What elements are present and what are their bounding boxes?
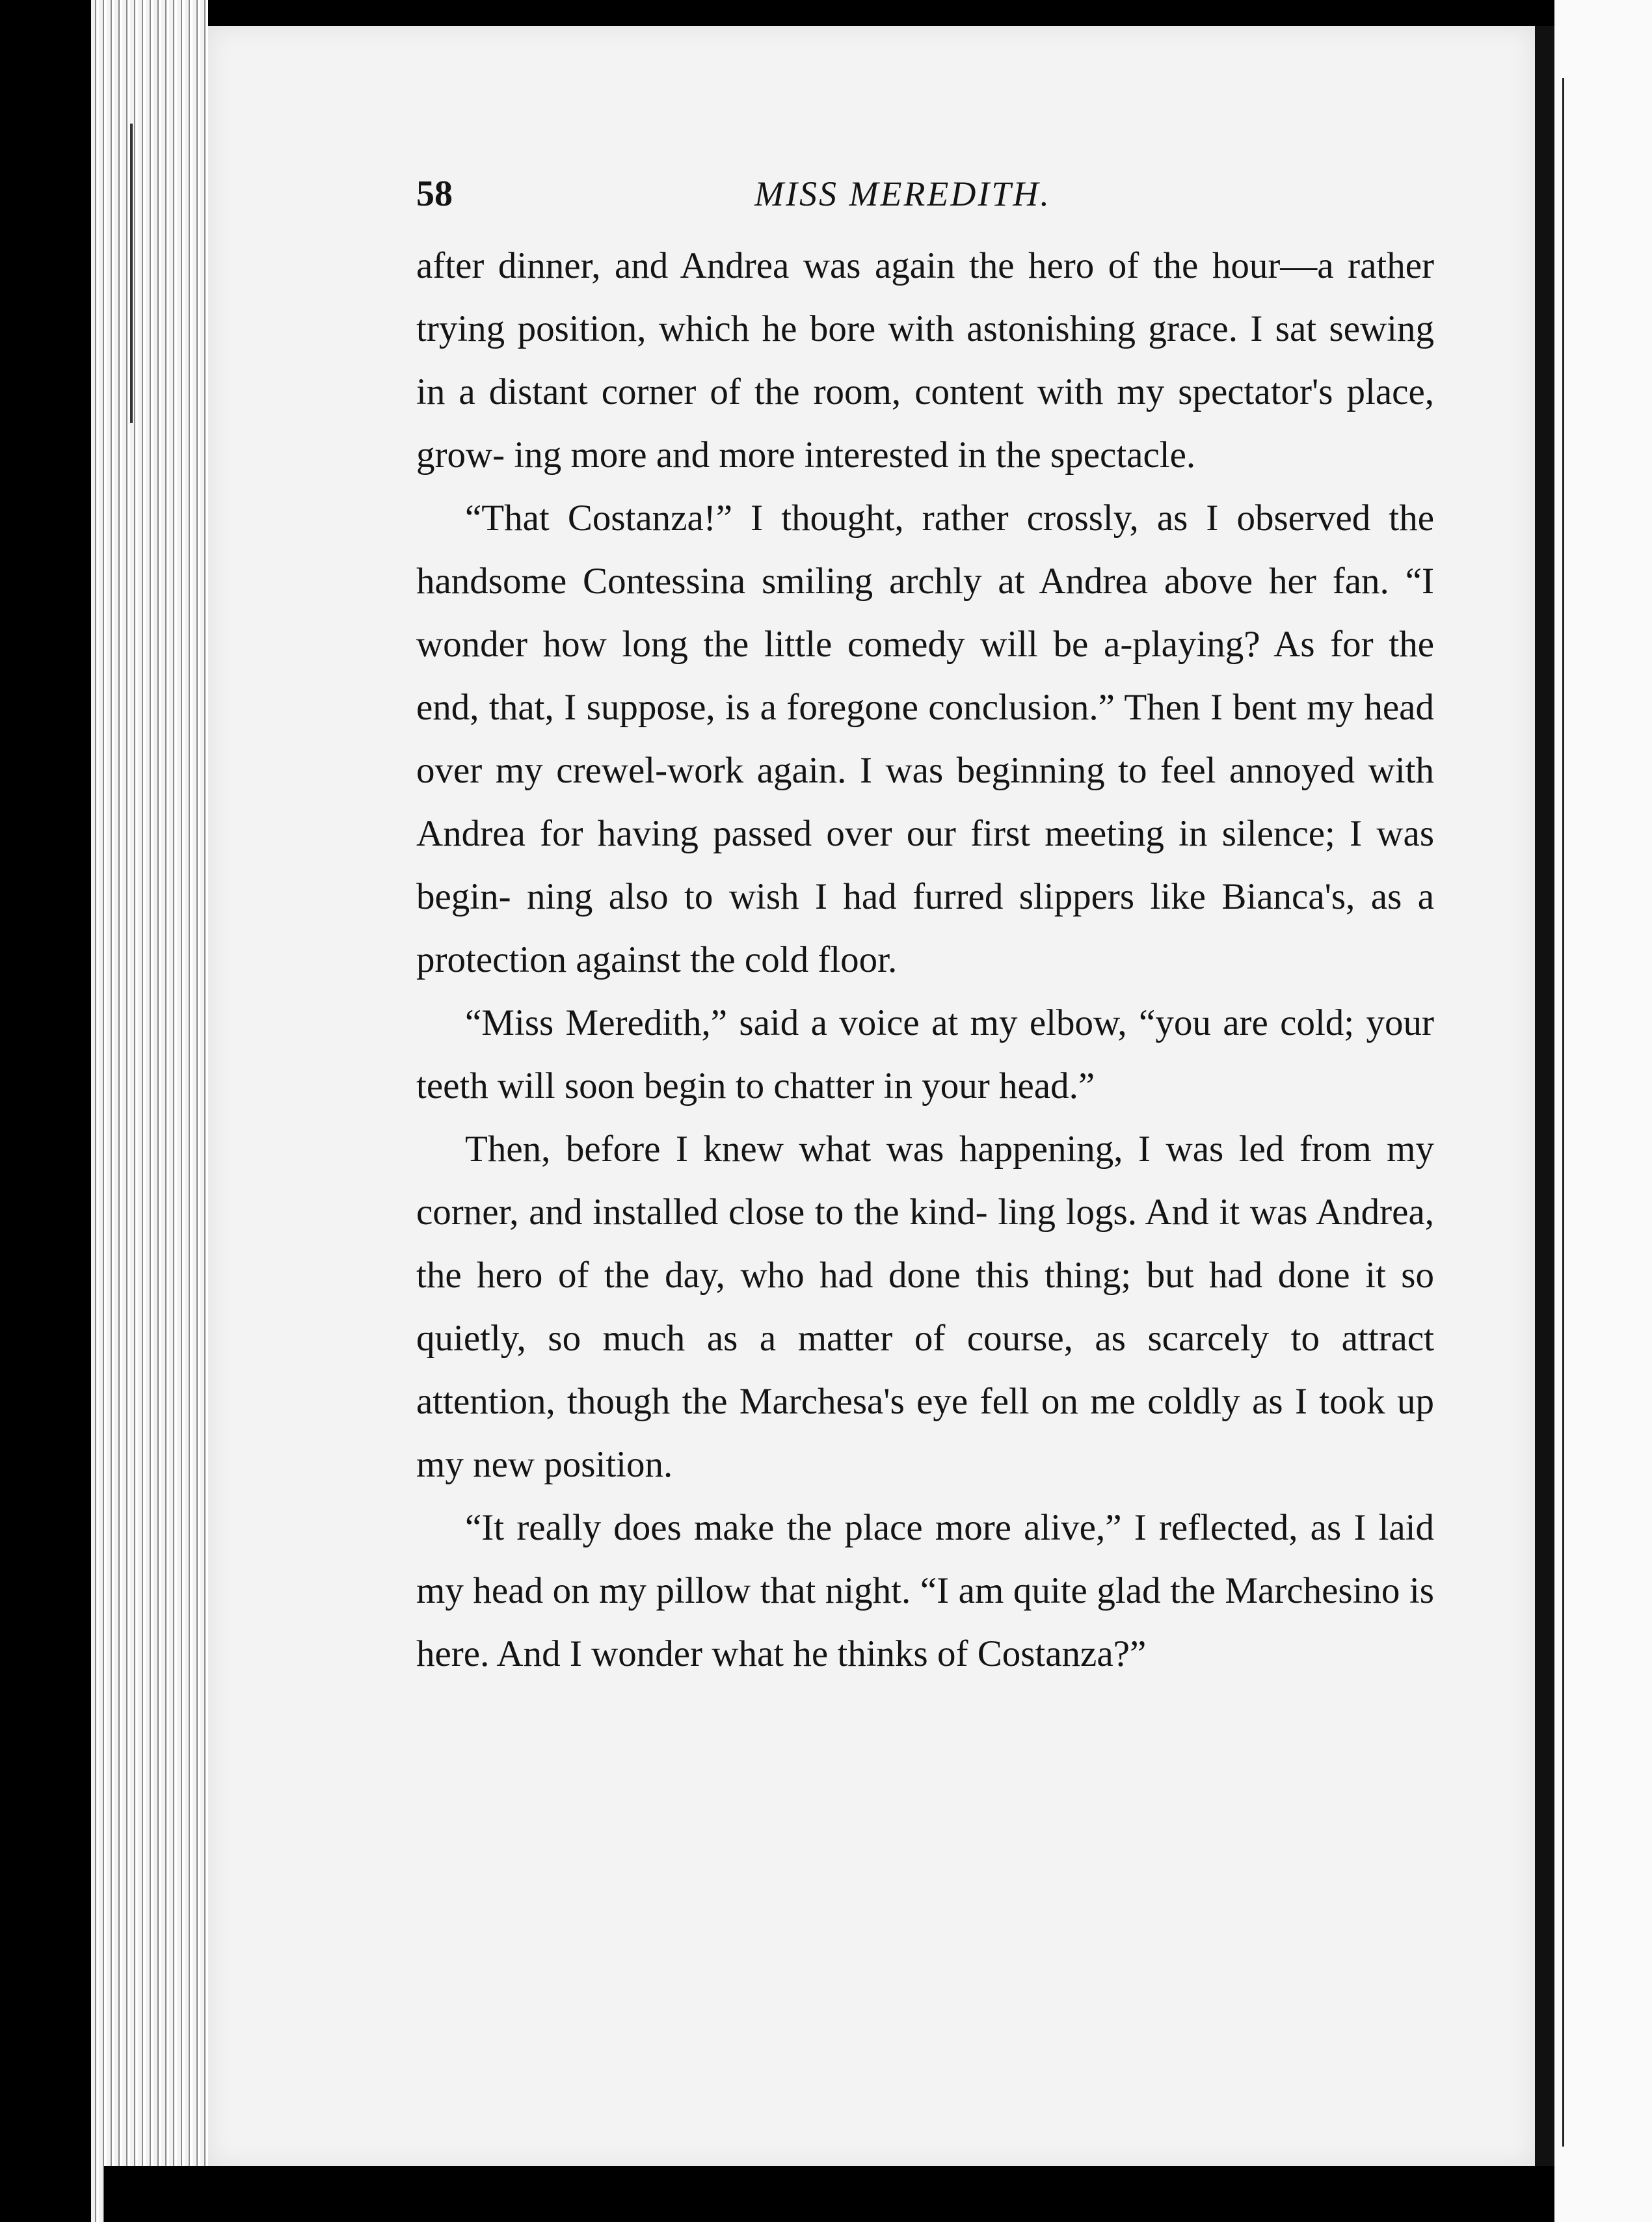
running-title: MISS MEREDITH.	[754, 174, 1051, 213]
page-number: 58	[416, 174, 453, 214]
paragraph-5: “It really does make the place more alive,” I reflected, as I laid my head on my pillow that night. “I am quite glad the Marchesino is here. And I wonder what he thinks of Costanza?”	[416, 1507, 1434, 1674]
paragraph-4: Then, before I knew what was happening, I was led from my corner, and installed close to the kind- ling logs. And it was Andrea, the hero of the day, who had done this thing; but had done it so quietly, so much as a matter of course, as scarcely to attract attention, though the Marchesa's eye fell on me coldly as I took up my new position.	[416, 1129, 1434, 1485]
facing-page-edge	[1554, 0, 1652, 2222]
running-head	[416, 163, 1434, 234]
book-binding	[1535, 26, 1554, 2166]
paragraph-2: “That Costanza!” I thought, rather crossly, as I observed the handsome Contessina smiling archly at Andrea above her fan. “I wonder how long the little comedy will be a-playing? As for the end, that, I suppose, is a foregone conclusion.” Then I bent my head over my crewel-work again. I was beginning to feel annoyed with Andrea for having passed over our first meeting in silence; I was begin- ning also to wish I had furred slippers like Bianca's, as a protection against the cold floor.	[416, 498, 1434, 980]
page-stack-edges	[91, 0, 208, 2222]
paragraph-1: after dinner, and Andrea was again the hero of the hour—a rather trying position, which he bore with astonishing grace. I sat sewing in a distant corner of the room, content with my spectator's place, grow- ing more and more interested in the spectacle.	[416, 245, 1434, 475]
text-block	[416, 163, 1434, 1685]
paragraph-3: “Miss Meredith,” said a voice at my elbow, “you are cold; your teeth will soon begin to chatter in your head.”	[416, 1002, 1434, 1106]
page-bottom-shadow	[104, 2166, 1548, 2222]
